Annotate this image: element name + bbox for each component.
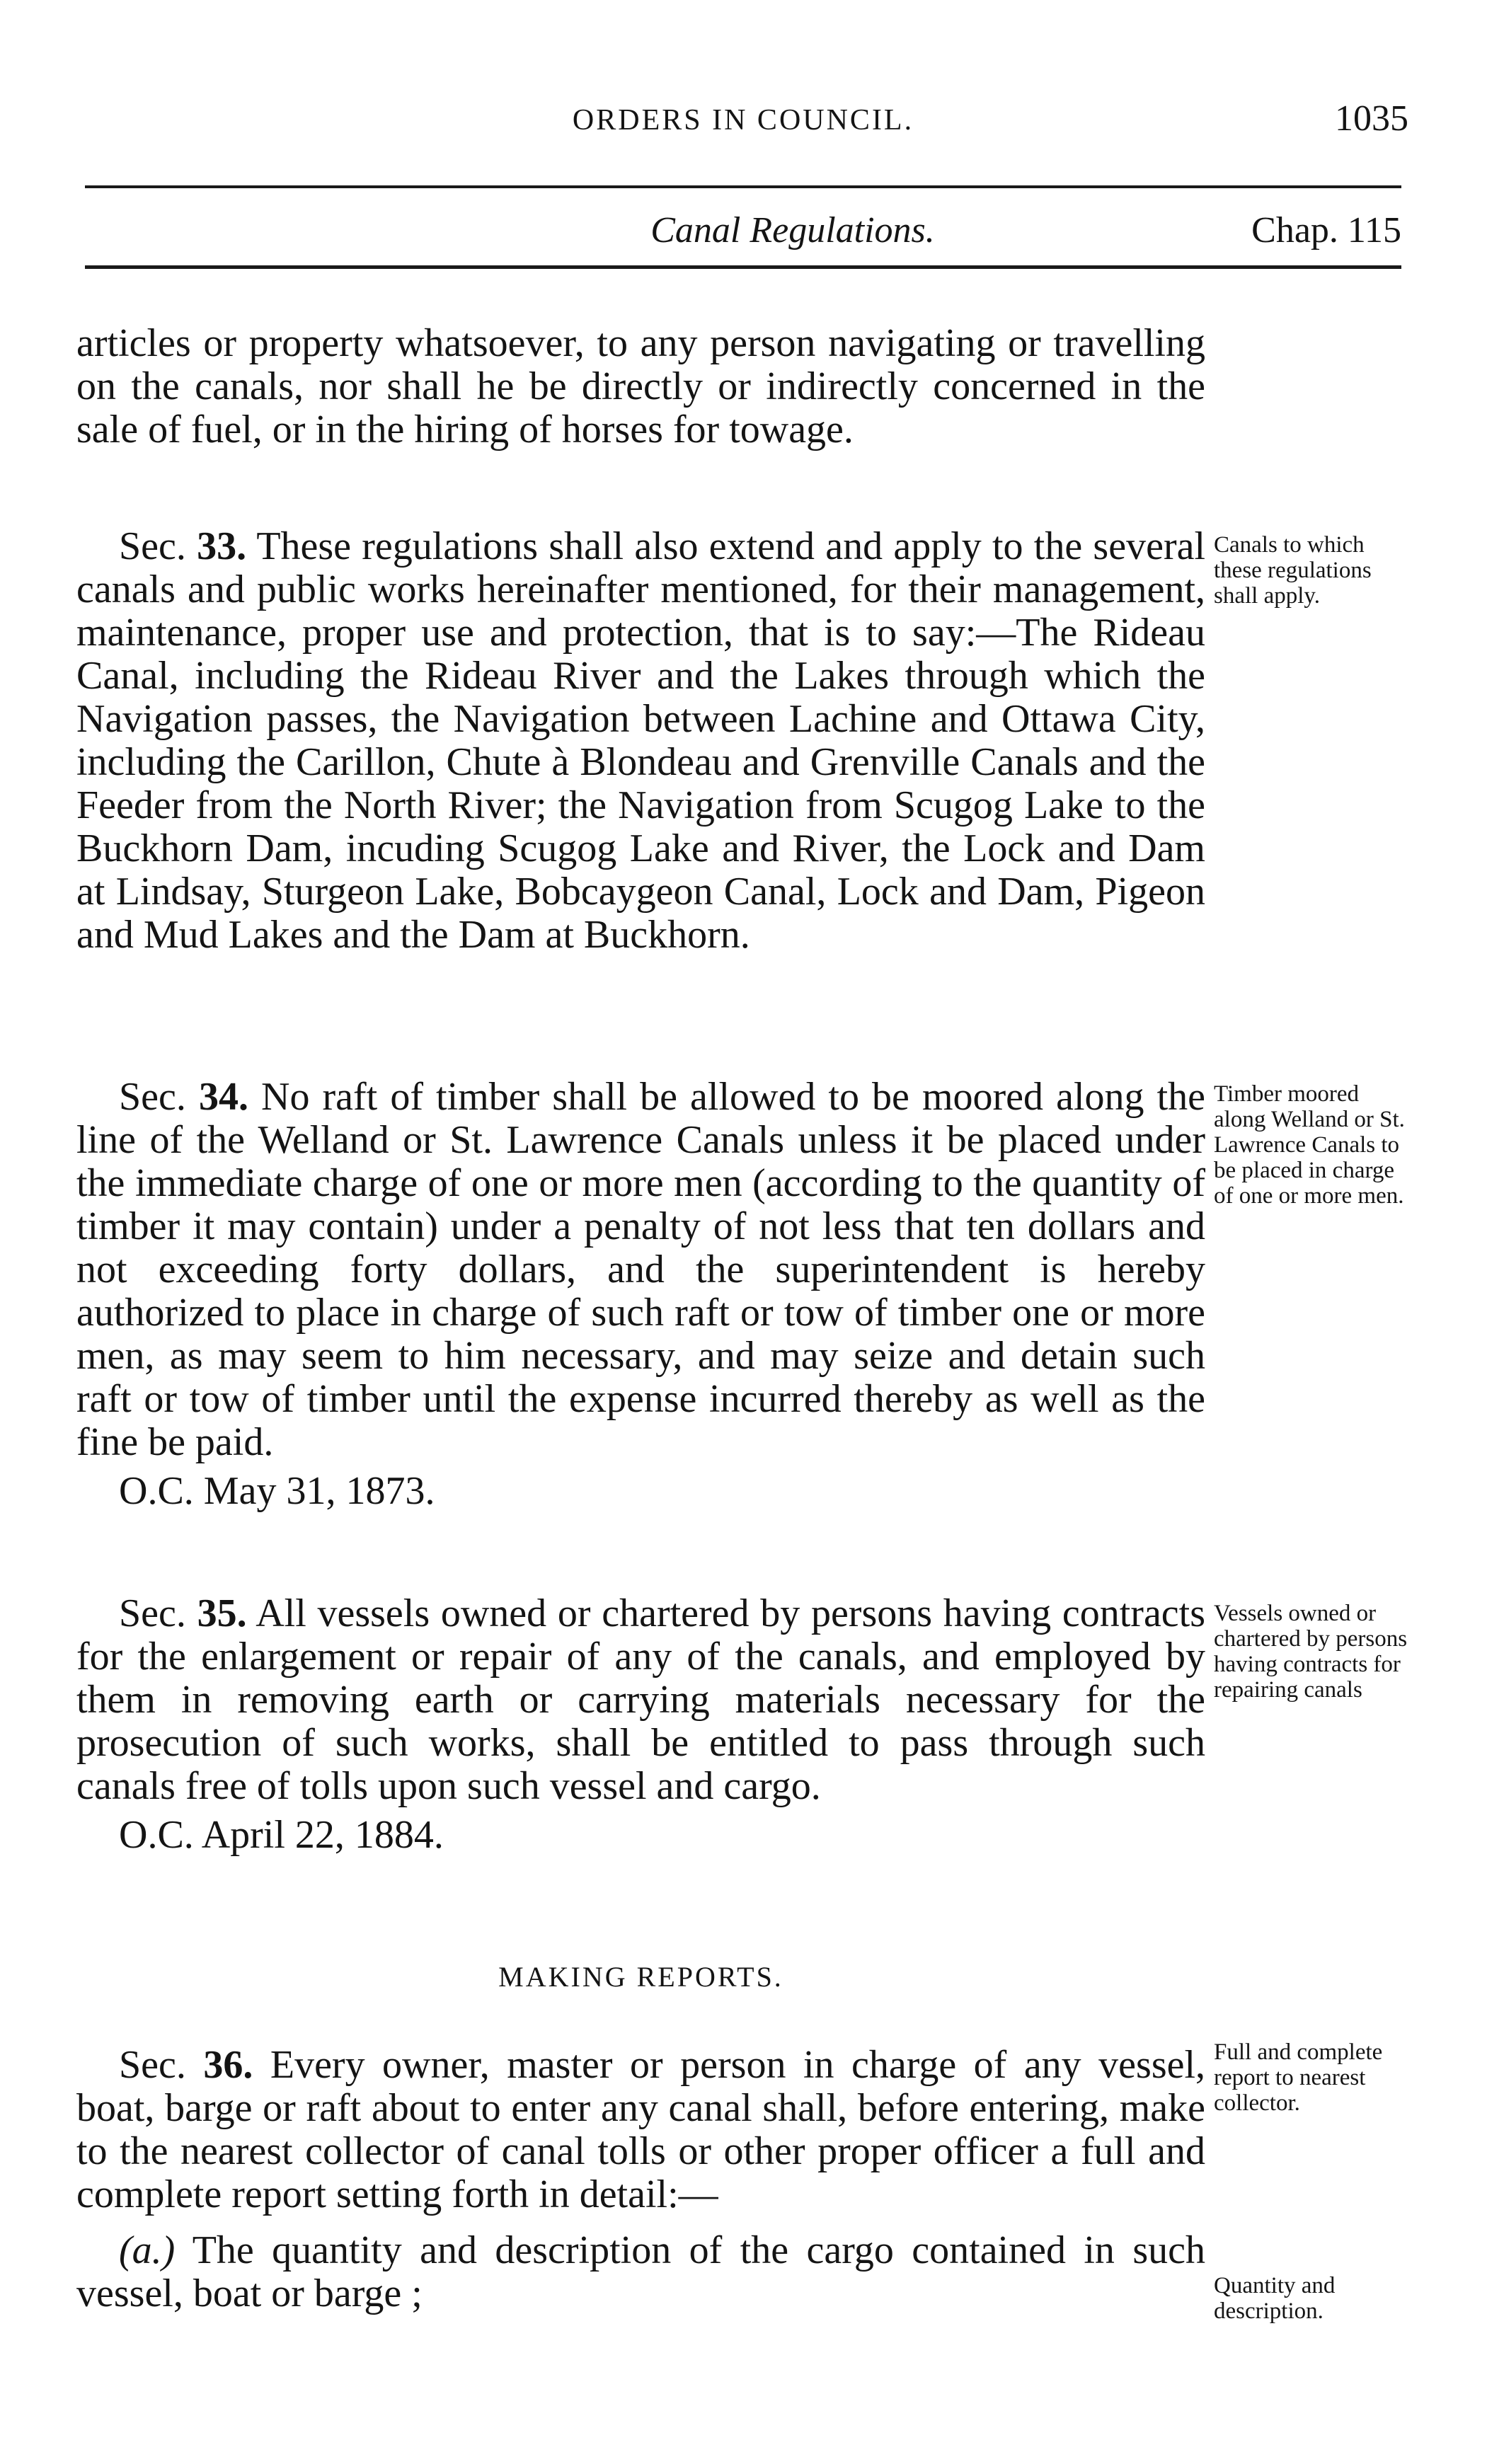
section-label: Sec. — [119, 1075, 186, 1119]
making-reports-heading: MAKING REPORTS. — [498, 1961, 783, 1993]
order-in-council-date: O.C. May 31, 1873. — [119, 1469, 435, 1513]
margin-note-sec33: Canals to which these regulations shall apply. — [1214, 532, 1372, 609]
running-title: ORDERS IN COUNCIL. — [572, 104, 914, 137]
continuation-text: articles or property whatsoever, to any person navigating or travelling on the canals, nor shall he be directly or indirectly concerned in the sale of fuel, or in the hiring of horses for towage. — [76, 321, 1205, 451]
section-text: Every owner, master or person in charge of any vessel, boat, barge or raft about to enter any canal shall, before entering, make to the nearest collector of canal tolls or other proper officer a full and complete report setting forth in detail:— — [76, 2043, 1206, 2216]
section-number: 36. — [203, 2043, 253, 2087]
section-label: Sec. — [119, 1591, 186, 1635]
section-number: 33. — [197, 524, 247, 568]
margin-note-sec35: Vessels owned or chartered by persons having contracts for repairing canals — [1214, 1601, 1408, 1703]
section-label: Sec. — [119, 2043, 186, 2087]
margin-note-item-a: Quantity and description. — [1214, 2273, 1336, 2324]
section-33-paragraph — [76, 525, 1205, 957]
item-label: (a.) — [119, 2228, 176, 2272]
subhead — [85, 205, 1401, 255]
section-text: All vessels owned or chartered by persons having contracts for the enlargement or repair of any of the canals, and employed by them in removing earth or carrying materials necessary for the prosecution of such works, shall be entitled to pass through such canals free of tolls upon such vessel and cargo. — [76, 1591, 1206, 1808]
section-36 — [76, 2044, 1205, 2315]
section-title: Canal Regulations. — [650, 210, 935, 251]
running-head — [78, 98, 1408, 147]
header-rule-top — [85, 185, 1401, 188]
item-a-paragraph — [76, 2229, 1205, 2315]
section-33 — [76, 525, 1205, 957]
section-number: 34. — [198, 1075, 248, 1119]
section-35-paragraph — [76, 1592, 1205, 1808]
margin-note-sec36: Full and complete report to nearest collector. — [1214, 2039, 1383, 2116]
section-number: 35. — [197, 1591, 247, 1635]
section-text: No raft of timber shall be allowed to be moored along the line of the Welland or St. Lawrence Canals unless it be placed under the immediate charge of one or more men (according to the quantity of timber it may contain) under a penalty of not less that ten dollars and not exceeding forty dollars, and the superintendent is hereby authorized to place in charge of such raft or tow of timber one or more men, as may seem to him necessary, and may seize and detain such raft or tow of timber until the expense incurred thereby as well as the fine be paid. — [76, 1075, 1205, 1464]
chapter-label: Chap. 115 — [1251, 210, 1401, 251]
order-in-council-date: O.C. April 22, 1884. — [119, 1813, 444, 1857]
header-rule-bottom — [85, 265, 1401, 269]
section-label: Sec. — [119, 524, 186, 568]
section-35 — [76, 1592, 1205, 1857]
continuation-paragraph — [76, 322, 1205, 451]
item-text: The quantity and description of the cargo contained in such vessel, boat or barge ; — [76, 2228, 1205, 2315]
page-number: 1035 — [1335, 98, 1408, 139]
margin-note-sec34: Timber moored along Welland or St. Lawrence Canals to be placed in charge of one or more men. — [1214, 1081, 1405, 1209]
section-text: These regulations shall also extend and apply to the several canals and public works hereinafter mentioned, for their management, maintenance, proper use and protection, that is to say:—The Rideau Canal, including the Rideau River and the Lakes through which the Navigation passes, the Navigation between Lachine and Ottawa City, including the Carillon, Chute à Blondeau and Grenville Canals and the Feeder from the North River; the Navigation from Scugog Lake to the Buckhorn Dam, incuding Scugog Lake and River, the Lock and Dam at Lindsay, Sturgeon Lake, Bobcaygeon Canal, Lock and Dam, Pigeon and Mud Lakes and the Dam at Buckhorn. — [76, 524, 1206, 957]
section-34-paragraph — [76, 1076, 1205, 1464]
section-34 — [76, 1076, 1205, 1513]
section-36-paragraph — [76, 2044, 1205, 2216]
